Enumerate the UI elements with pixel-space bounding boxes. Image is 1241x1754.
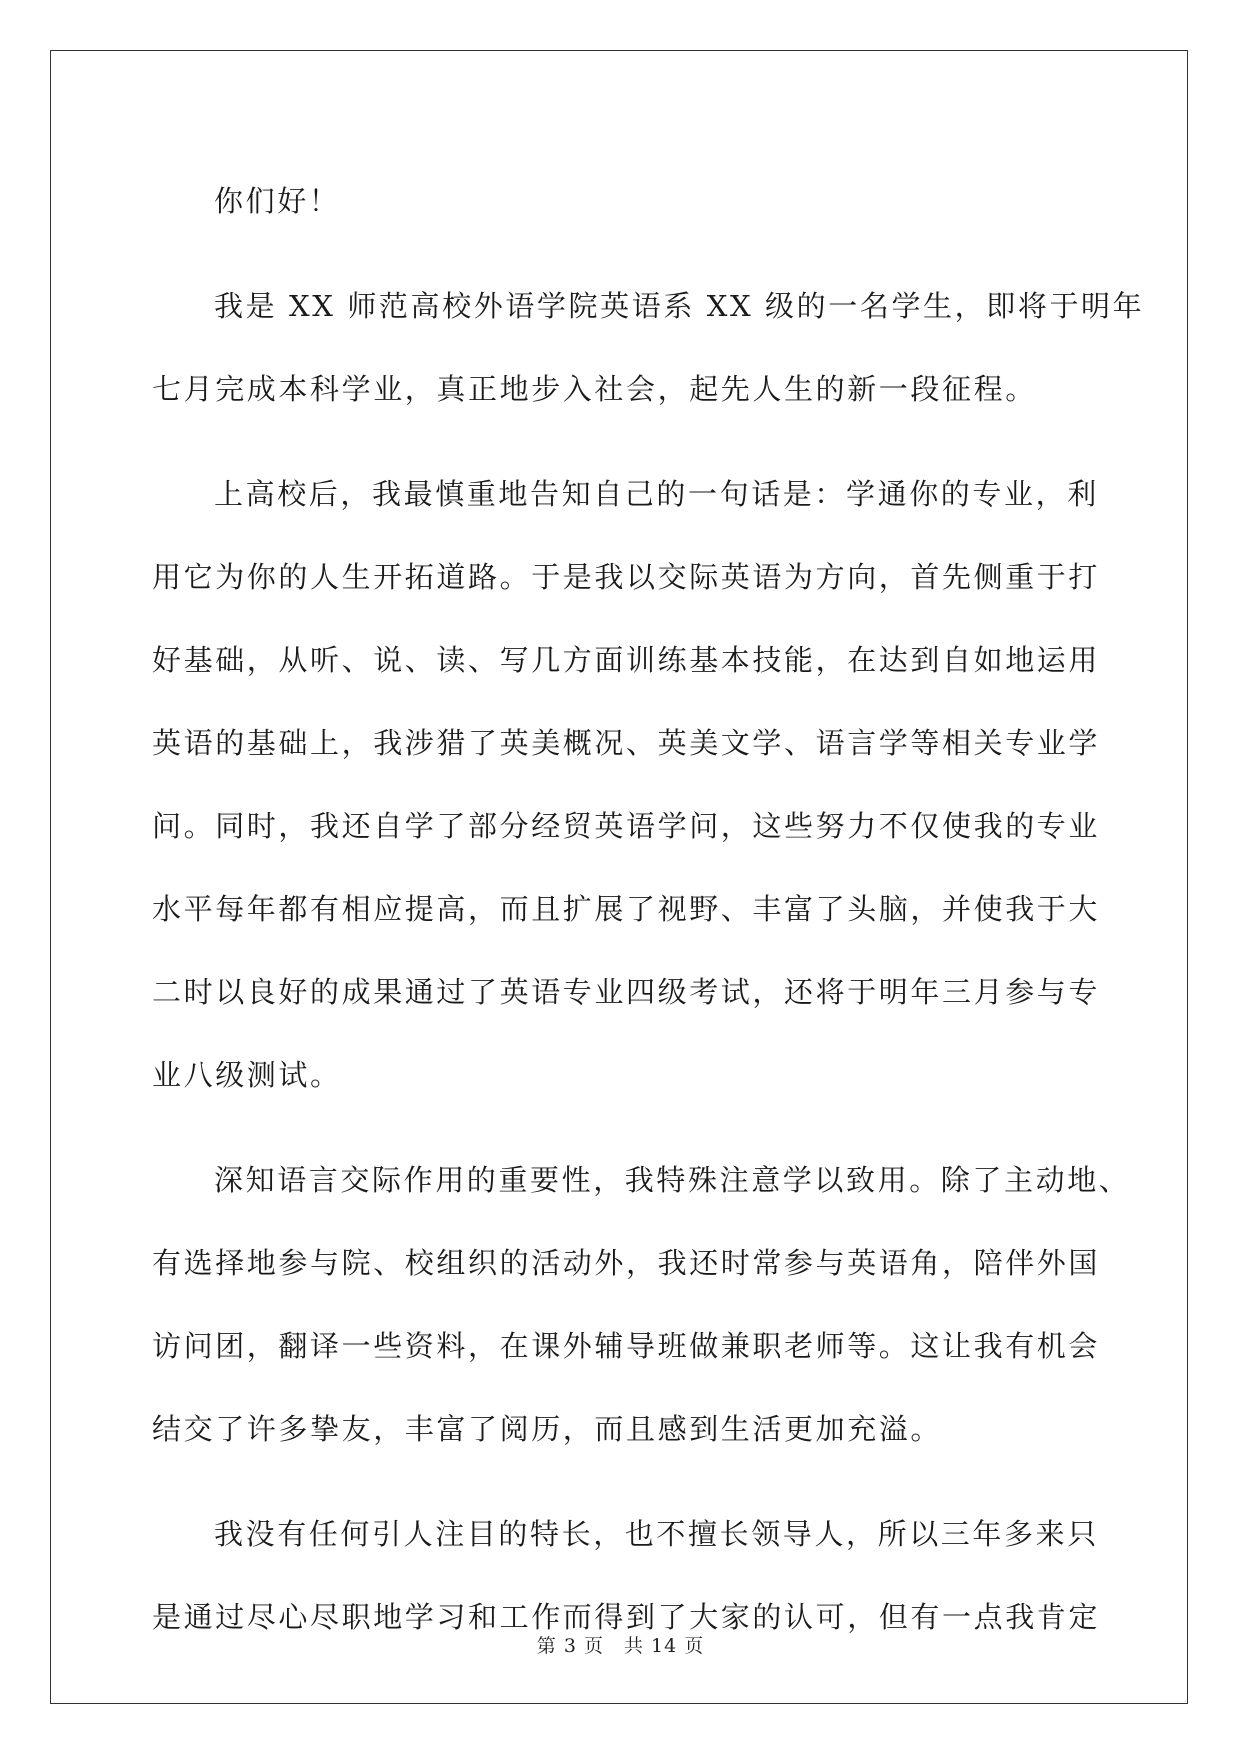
text-line: 结交了许多挚友，丰富了阅历，而且感到生活更加充溢。: [152, 1412, 943, 1446]
text-line: 七月完成本科学业，真正地步入社会，起先人生的新一段征程。: [152, 372, 1037, 406]
text-line: 水平每年都有相应提高，而且扩展了视野、丰富了头脑，并使我于大: [152, 892, 1101, 926]
page-footer: [0, 1631, 1241, 1658]
paragraph-greeting: [152, 160, 1087, 243]
text-line: 是通过尽心尽职地学习和工作而得到了大家的认可，但有一点我肯定: [152, 1600, 1101, 1634]
text-line: 有选择地参与院、校组织的活动外，我还时常参与英语角，陪伴外国: [152, 1246, 1101, 1280]
text-line: 业八级测试。: [152, 1058, 342, 1092]
text-line: 好基础，从听、说、读、写几方面训练基本技能，在达到自如地运用: [152, 643, 1101, 677]
text-line: 二时以良好的成果通过了英语专业四级考试，还将于明年三月参与专: [152, 975, 1101, 1009]
page-number: 第 3 页: [536, 1635, 604, 1657]
text-line: 问。同时，我还自学了部分经贸英语学问，这些努力不仅使我的专业: [152, 809, 1101, 843]
text-line: 用它为你的人生开拓道路。于是我以交际英语为方向，首先侧重于打: [152, 560, 1101, 594]
page-total: 共 14 页: [623, 1635, 705, 1657]
text-line: 你们好！: [214, 184, 341, 218]
text-line: 我是 XX 师范高校外语学院英语系 XX 级的一名学生，即将于明年: [214, 289, 1145, 323]
document-body: [152, 160, 1145, 1659]
text-line: 访问团，翻译一些资料，在课外辅导班做兼职老师等。这让我有机会: [152, 1329, 1101, 1363]
paragraph-practice: [152, 1139, 1131, 1471]
text-line: 上高校后，我最慎重地告知自己的一句话是：学通你的专业，利: [214, 477, 1099, 511]
text-line: 深知语言交际作用的重要性，我特殊注意学以致用。除了主动地、: [214, 1163, 1131, 1197]
paragraph-study: [152, 453, 1101, 1117]
text-line: 我没有任何引人注目的特长，也不擅长领导人，所以三年多来只: [214, 1517, 1099, 1551]
text-line: 英语的基础上，我涉猎了英美概况、英美文学、语言学等相关专业学: [152, 726, 1101, 760]
paragraph-introduction: [152, 265, 1145, 431]
